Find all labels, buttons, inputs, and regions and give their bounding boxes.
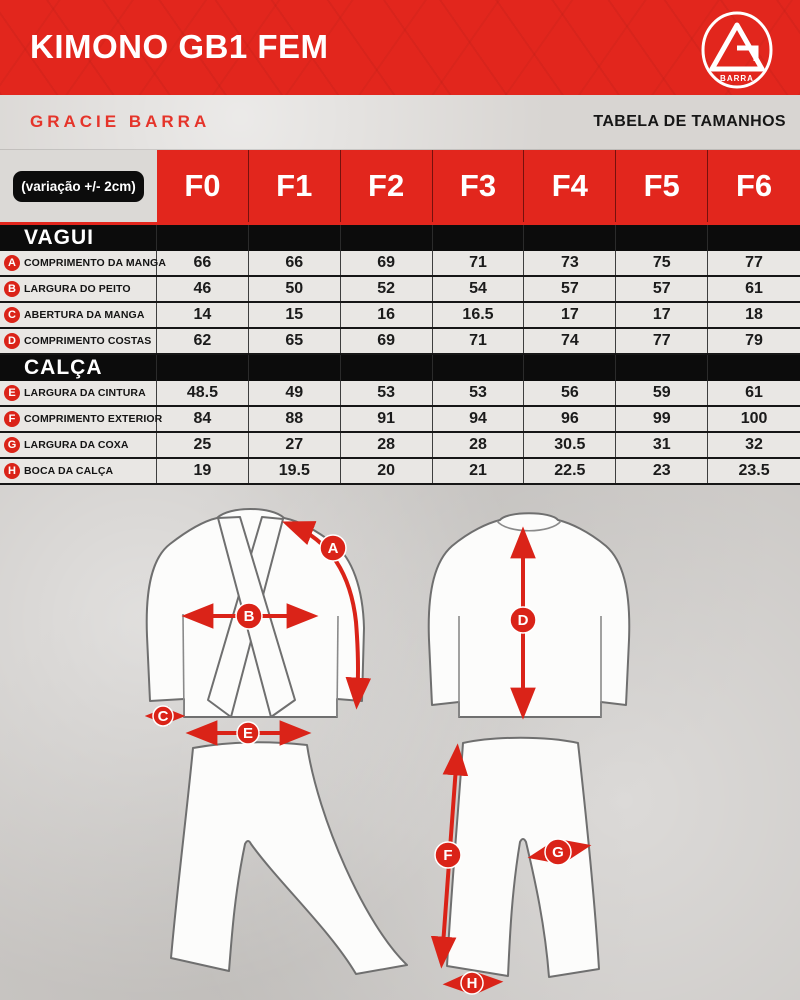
- svg-text:A: A: [327, 540, 339, 557]
- cell: 21: [433, 459, 525, 483]
- size-table: [0, 150, 800, 485]
- cell: 22.5: [524, 459, 616, 483]
- table-row: [0, 433, 800, 459]
- size-col-f6: F6: [708, 150, 800, 222]
- cell: 20: [341, 459, 433, 483]
- row-label: LARGURA DA CINTURA: [24, 387, 146, 399]
- cell: 73: [524, 251, 616, 275]
- pants-front-figure: [171, 742, 407, 974]
- size-col-f0: F0: [157, 150, 249, 222]
- cell: 28: [433, 433, 525, 457]
- cell: 28: [341, 433, 433, 457]
- badge-e-icon: [237, 722, 259, 744]
- badge-d-icon: [510, 607, 536, 633]
- cell: 100: [740, 410, 768, 427]
- cell: 17: [616, 303, 708, 327]
- cell: 79: [745, 332, 763, 349]
- row-label: COMPRIMENTO COSTAS: [24, 335, 152, 347]
- cell: 56: [524, 381, 616, 405]
- cell: 74: [524, 329, 616, 353]
- cell: 48.5: [157, 381, 249, 405]
- section-bar-pants: [0, 355, 800, 381]
- row-badge: G: [4, 437, 20, 453]
- row-badge: D: [4, 333, 20, 349]
- svg-text:E: E: [242, 725, 254, 742]
- cell: 53: [341, 381, 433, 405]
- cell: 23: [616, 459, 708, 483]
- cell: 14: [157, 303, 249, 327]
- table-caption: TABELA DE TAMANHOS: [593, 113, 786, 130]
- cell: 30.5: [524, 433, 616, 457]
- svg-text:G: G: [552, 844, 564, 861]
- size-col-f1: F1: [249, 150, 341, 222]
- cell: 71: [433, 251, 525, 275]
- cell: 16.5: [433, 303, 525, 327]
- cell: 57: [524, 277, 616, 301]
- page-title: KIMONO GB1 FEM: [30, 28, 329, 65]
- cell: 65: [249, 329, 341, 353]
- row-badge: B: [4, 281, 20, 297]
- cell: 71: [433, 329, 525, 353]
- cell: 27: [249, 433, 341, 457]
- table-row: [0, 251, 800, 277]
- badge-c-icon: [153, 706, 173, 726]
- title-band: [0, 0, 800, 95]
- row-badge: F: [4, 411, 20, 427]
- table-row: [0, 277, 800, 303]
- cell: 66: [249, 251, 341, 275]
- logo-caption: BARRA: [720, 74, 754, 83]
- cell: 61: [745, 280, 763, 297]
- size-col-f5: F5: [616, 150, 708, 222]
- cell: 59: [616, 381, 708, 405]
- row-badge: A: [4, 255, 20, 271]
- cell: 19: [157, 459, 249, 483]
- cell: 57: [616, 277, 708, 301]
- svg-text:C: C: [157, 708, 169, 725]
- cell: 62: [157, 329, 249, 353]
- badge-b-icon: [236, 603, 262, 629]
- size-header-row: [0, 150, 800, 225]
- cell: 69: [341, 329, 433, 353]
- section-bar-jacket: [0, 225, 800, 251]
- cell: 54: [433, 277, 525, 301]
- cell: 53: [433, 381, 525, 405]
- table-row: [0, 407, 800, 433]
- variation-note: (variação +/- 2cm): [13, 171, 143, 202]
- svg-text:F: F: [443, 847, 453, 864]
- cell: 49: [249, 381, 341, 405]
- cell: 18: [745, 306, 763, 323]
- cell: 94: [433, 407, 525, 431]
- size-col-f2: F2: [341, 150, 433, 222]
- table-row: [0, 329, 800, 355]
- cell: 61: [745, 384, 763, 401]
- cell: 32: [745, 436, 763, 453]
- cell: 25: [157, 433, 249, 457]
- cell: 69: [341, 251, 433, 275]
- row-label: LARGURA DO PEITO: [24, 283, 131, 295]
- cell: 75: [616, 251, 708, 275]
- row-badge: H: [4, 463, 20, 479]
- variation-note-cell: [0, 150, 157, 222]
- cell: 91: [341, 407, 433, 431]
- cell: 96: [524, 407, 616, 431]
- cell: 77: [745, 254, 763, 271]
- row-label: BOCA DA CALÇA: [24, 465, 114, 477]
- cell: 52: [341, 277, 433, 301]
- row-label: LARGURA DA COXA: [24, 439, 129, 451]
- section-title: VAGUI: [0, 225, 157, 251]
- badge-g-icon: [545, 839, 571, 865]
- cell: 16: [341, 303, 433, 327]
- cell: 46: [157, 277, 249, 301]
- table-row: [0, 381, 800, 407]
- pants-side-figure: [447, 738, 599, 977]
- row-badge: C: [4, 307, 20, 323]
- cell: 17: [524, 303, 616, 327]
- badge-f-icon: [435, 842, 461, 868]
- cell: 15: [249, 303, 341, 327]
- section-title: CALÇA: [0, 355, 157, 381]
- cell: 99: [616, 407, 708, 431]
- svg-text:D: D: [517, 612, 529, 629]
- measurement-diagram: [0, 469, 800, 1000]
- cell: 84: [157, 407, 249, 431]
- row-label: ABERTURA DA MANGA: [24, 309, 145, 321]
- badge-h-icon: [461, 972, 483, 994]
- cell: 77: [616, 329, 708, 353]
- gracie-barra-triangle-logo-icon: [700, 11, 774, 89]
- table-row: [0, 303, 800, 329]
- cell: 88: [249, 407, 341, 431]
- cell: 31: [616, 433, 708, 457]
- svg-text:B: B: [243, 608, 255, 625]
- row-label: COMPRIMENTO DA MANGA: [24, 257, 166, 269]
- row-label: COMPRIMENTO EXTERIOR: [24, 413, 163, 425]
- svg-text:H: H: [466, 975, 478, 992]
- size-col-f3: F3: [433, 150, 525, 222]
- cell: 23.5: [738, 462, 770, 479]
- cell: 66: [157, 251, 249, 275]
- cell: 50: [249, 277, 341, 301]
- brand-wordmark: GRACIE BARRA: [30, 112, 211, 131]
- badge-a-icon: [320, 535, 346, 561]
- cell: 19.5: [249, 459, 341, 483]
- size-col-f4: F4: [524, 150, 616, 222]
- row-badge: E: [4, 385, 20, 401]
